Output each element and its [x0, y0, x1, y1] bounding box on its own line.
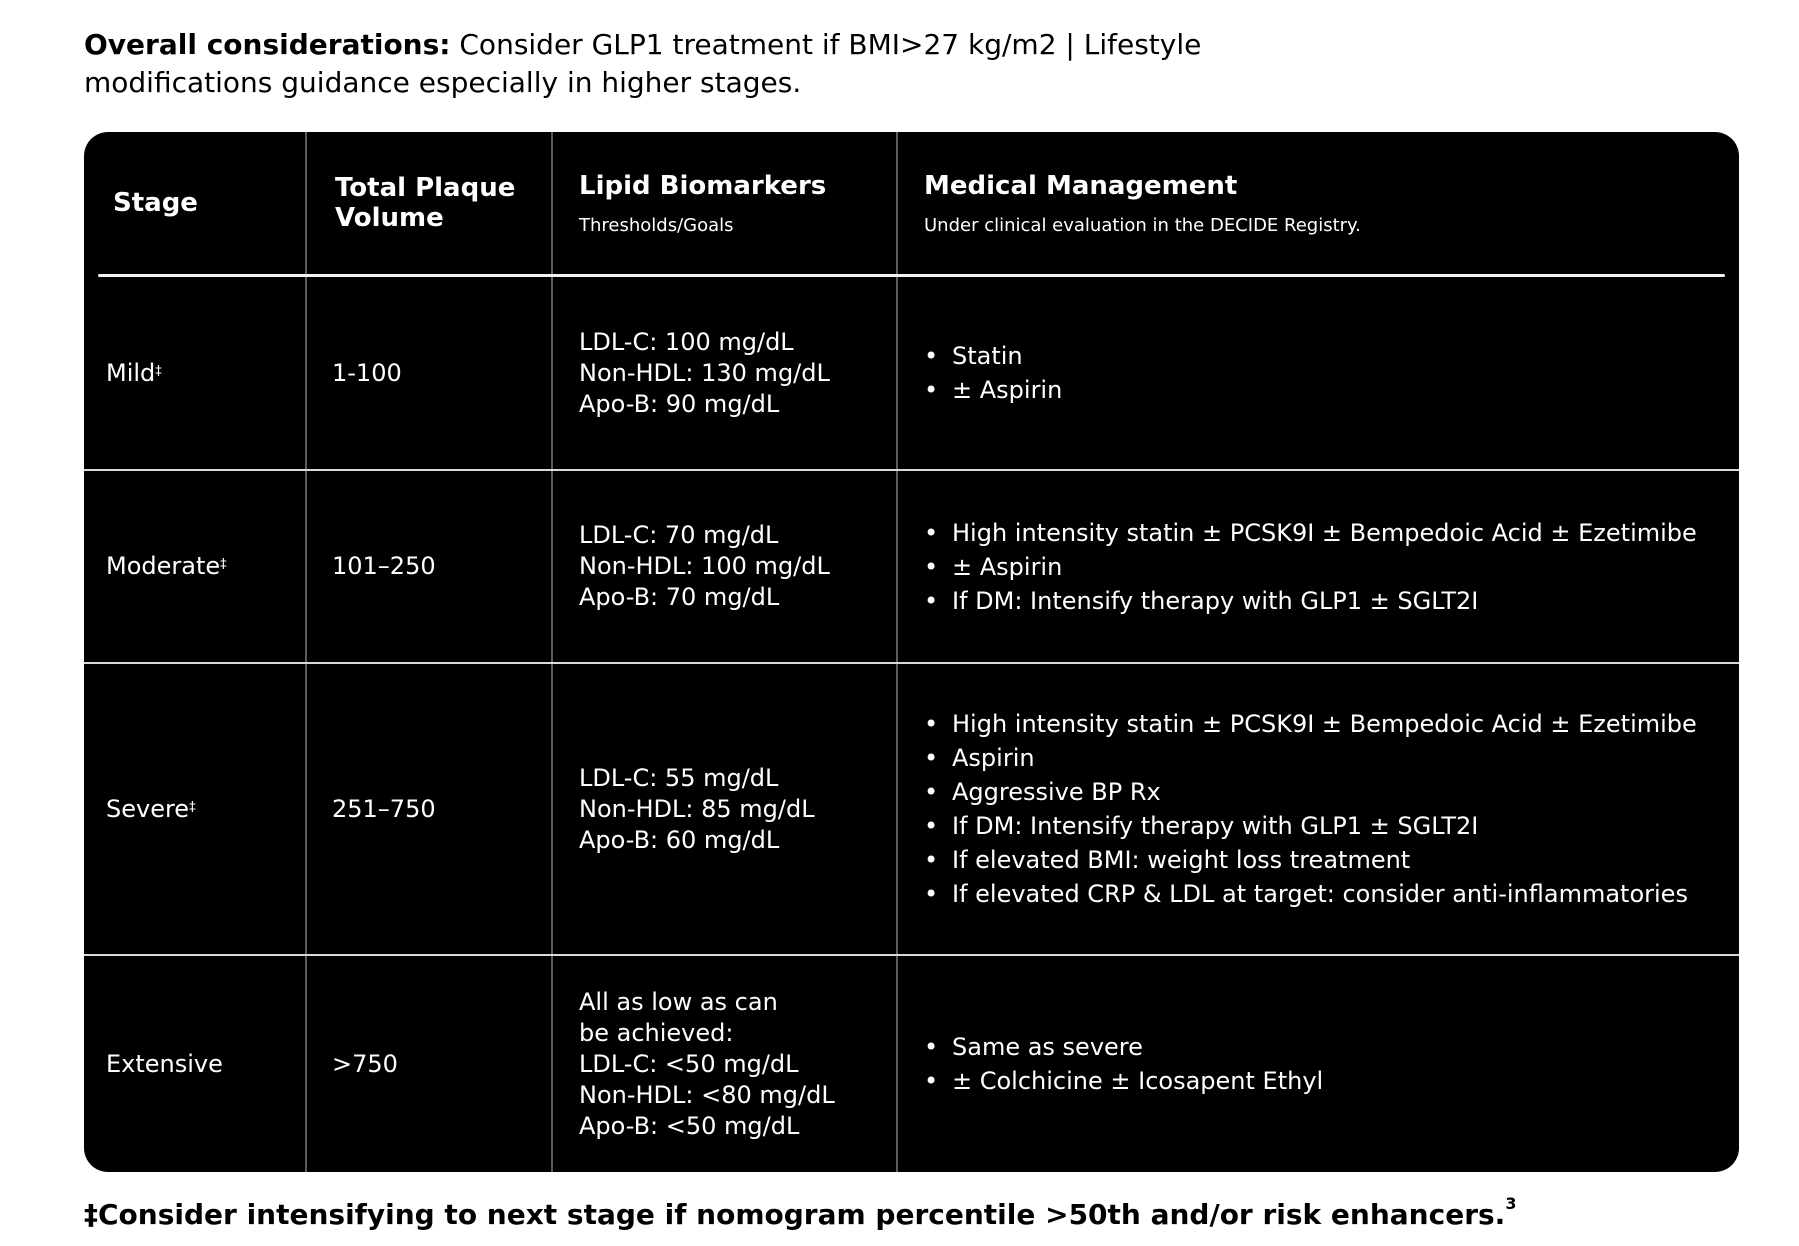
management-item: • If elevated BMI: weight loss treatment [924, 843, 1734, 877]
volume-value: 251–750 [332, 794, 436, 823]
management-list [924, 339, 1734, 407]
footnote [84, 1194, 1517, 1231]
volume-value: 1-100 [332, 358, 402, 387]
management-cell [924, 277, 1734, 469]
management-cell [924, 471, 1734, 662]
stage-mark: ‡ [155, 363, 162, 379]
header-volume-label: Total Plaque Volume [335, 173, 516, 233]
management-item: • ± Aspirin [924, 373, 1734, 407]
lipid-cell [579, 956, 891, 1172]
header-medical-management [924, 132, 1724, 274]
volume-cell [332, 277, 547, 469]
lipid-line: be achieved: [579, 1018, 734, 1047]
header-lipid-subtitle: Thresholds/Goals [579, 214, 734, 236]
stage-mark: ‡ [220, 557, 227, 572]
lipid-line: Apo-B: 70 mg/dL [579, 583, 780, 611]
lipid-line: Apo-B: <50 mg/dL [579, 1111, 800, 1140]
lipid-line: Non-HDL: 100 mg/dL [579, 552, 830, 580]
header-total-plaque-volume [335, 132, 545, 274]
footnote-mark: ‡ [84, 1198, 98, 1231]
lipid-line: Apo-B: 60 mg/dL [579, 825, 780, 854]
management-item: • Aggressive BP Rx [924, 775, 1734, 809]
volume-value: >750 [332, 1049, 398, 1078]
lipid-cell [579, 471, 891, 662]
volume-cell [332, 664, 547, 954]
footnote-text: Consider intensifying to next stage if nomogram percentile >50th and/or risk enhancers. [98, 1198, 1506, 1231]
management-item: • Same as severe [924, 1030, 1734, 1064]
management-item: • If DM: Intensify therapy with GLP1 ± SGLT2I [924, 809, 1734, 843]
lipid-line: Non-HDL: 130 mg/dL [579, 358, 830, 387]
management-list [924, 516, 1734, 618]
management-item: • Aspirin [924, 741, 1734, 775]
management-item: • ± Colchicine ± Icosapent Ethyl [924, 1064, 1734, 1098]
staging-table [84, 132, 1739, 1172]
overall-considerations-label: Overall considerations: [84, 28, 451, 61]
management-list [924, 1030, 1734, 1098]
column-divider [896, 132, 898, 1172]
column-divider [305, 132, 307, 1172]
column-divider [551, 132, 553, 1172]
management-item: • Statin [924, 339, 1734, 373]
overall-considerations [84, 26, 1324, 102]
footnote-reference: 3 [1505, 1194, 1517, 1213]
management-list [924, 707, 1734, 911]
header-lipid-label: Lipid Biomarkers [579, 170, 827, 201]
volume-cell [332, 956, 547, 1172]
stage-cell [106, 277, 301, 469]
management-item: • High intensity statin ± PCSK9I ± Bempedoic Acid ± Ezetimibe [924, 707, 1734, 741]
volume-value: 101–250 [332, 552, 436, 580]
lipid-line: LDL-C: <50 mg/dL [579, 1049, 799, 1078]
lipid-line: Apo-B: 90 mg/dL [579, 389, 780, 418]
header-management-subtitle: Under clinical evaluation in the DECIDE Registry. [924, 214, 1361, 236]
header-management-label: Medical Management [924, 170, 1238, 201]
lipid-cell [579, 277, 891, 469]
management-cell [924, 664, 1734, 954]
management-cell [924, 956, 1734, 1172]
overall-considerations-text: Consider GLP1 treatment if BMI>27 kg/m2 | Lifestyle modifications guidance especially in higher stages. [84, 28, 1202, 99]
header-stage [113, 132, 303, 274]
lipid-line: LDL-C: 70 mg/dL [579, 521, 779, 549]
lipid-cell [579, 664, 891, 954]
stage-cell [106, 956, 301, 1172]
management-item: • High intensity statin ± PCSK9I ± Bempedoic Acid ± Ezetimibe [924, 516, 1734, 550]
stage-name: Mild [106, 358, 156, 387]
stage-cell [106, 664, 301, 954]
header-lipid-biomarkers [579, 132, 889, 274]
lipid-line: All as low as can [579, 987, 778, 1016]
stage-mark: ‡ [189, 799, 196, 815]
volume-cell [332, 471, 547, 662]
stage-name: Extensive [106, 1049, 223, 1078]
stage-name: Severe [106, 794, 190, 823]
lipid-line: LDL-C: 55 mg/dL [579, 763, 779, 792]
management-item: • If DM: Intensify therapy with GLP1 ± SGLT2I [924, 584, 1734, 618]
management-item: • If elevated CRP & LDL at target: consider anti-inflammatories [924, 877, 1734, 911]
lipid-line: LDL-C: 100 mg/dL [579, 327, 794, 356]
lipid-line: Non-HDL: 85 mg/dL [579, 794, 815, 823]
lipid-line: Non-HDL: <80 mg/dL [579, 1080, 835, 1109]
stage-name: Moderate [106, 552, 221, 580]
header-stage-label: Stage [113, 188, 198, 218]
management-item: • ± Aspirin [924, 550, 1734, 584]
stage-cell [106, 471, 301, 662]
